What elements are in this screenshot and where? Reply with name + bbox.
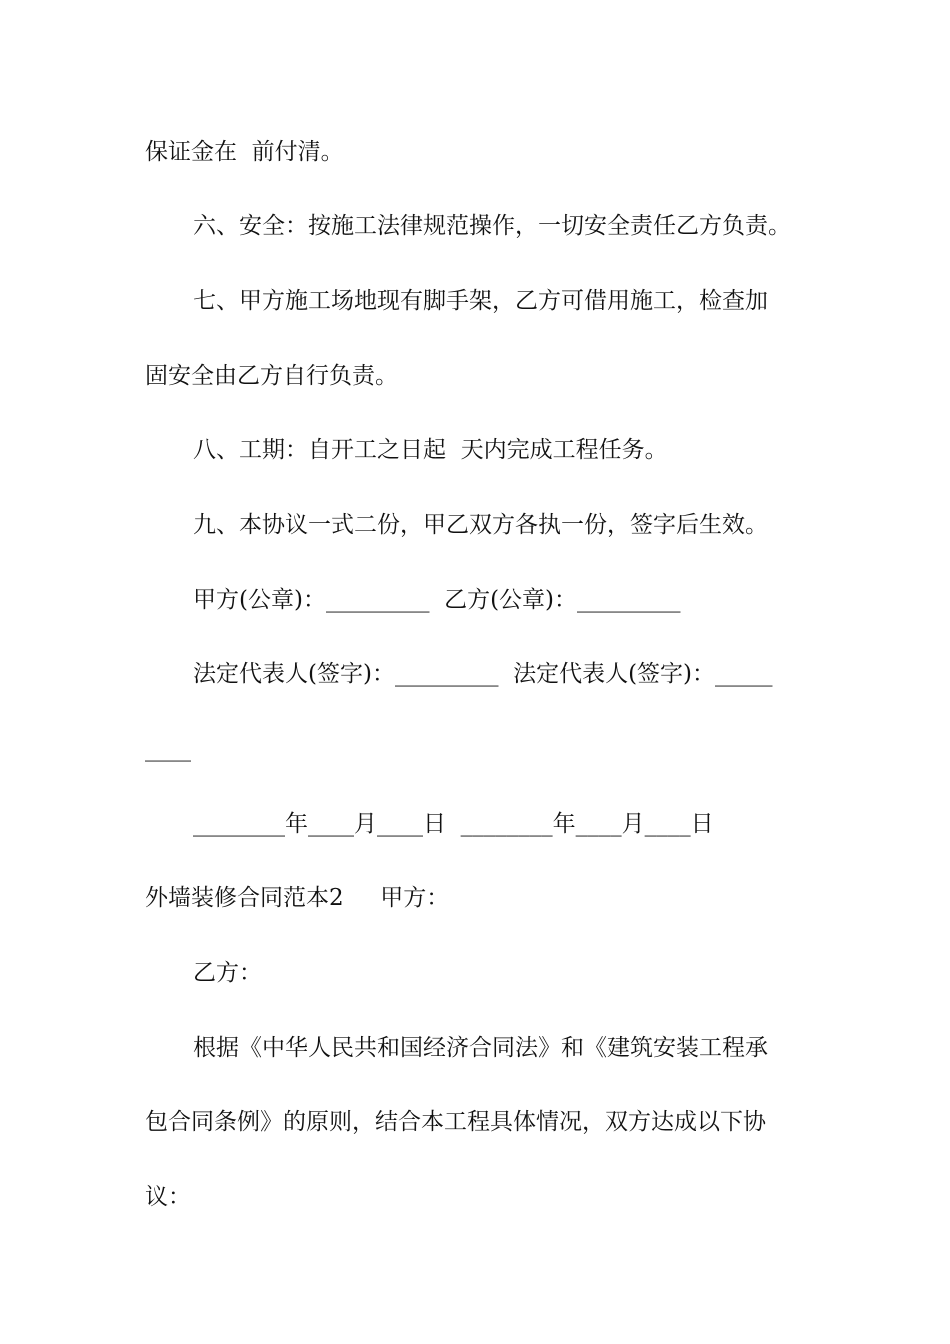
legal-representative-continued: ____ (145, 736, 191, 762)
text-line: 保证金在 前付清。 (145, 139, 344, 165)
preamble-continued: 包合同条例》的原则，结合本工程具体情况，双方达成以下协 (145, 1109, 766, 1135)
clause-seven-continued: 固安全由乙方自行负责。 (145, 363, 398, 389)
clause-six-safety: 六、安全：按施工法律规范操作，一切安全责任乙方负责。 (193, 213, 791, 239)
contract-title-party-a: 外墙装修合同范本2 甲方： (145, 885, 450, 911)
legal-representative-line: 法定代表人(签字)：_________ 法定代表人(签字)：_____ (193, 661, 773, 687)
preamble-line: 根据《中华人民共和国经济合同法》和《建筑安装工程承 (193, 1035, 768, 1061)
preamble-end: 议： (145, 1184, 191, 1210)
clause-seven-scaffold: 七、甲方施工场地现有脚手架，乙方可借用施工，检查加 (193, 288, 768, 314)
clause-eight-schedule: 八、工期：自开工之日起 天内完成工程任务。 (193, 437, 668, 463)
clause-nine-copies: 九、本协议一式二份，甲乙双方各执一份，签字后生效。 (193, 512, 768, 538)
date-line: ________年____月____日 ________年____月____日 (193, 811, 714, 837)
party-seal-line: 甲方(公章)：_________ 乙方(公章)：_________ (193, 587, 681, 613)
party-b-label: 乙方： (193, 960, 262, 986)
